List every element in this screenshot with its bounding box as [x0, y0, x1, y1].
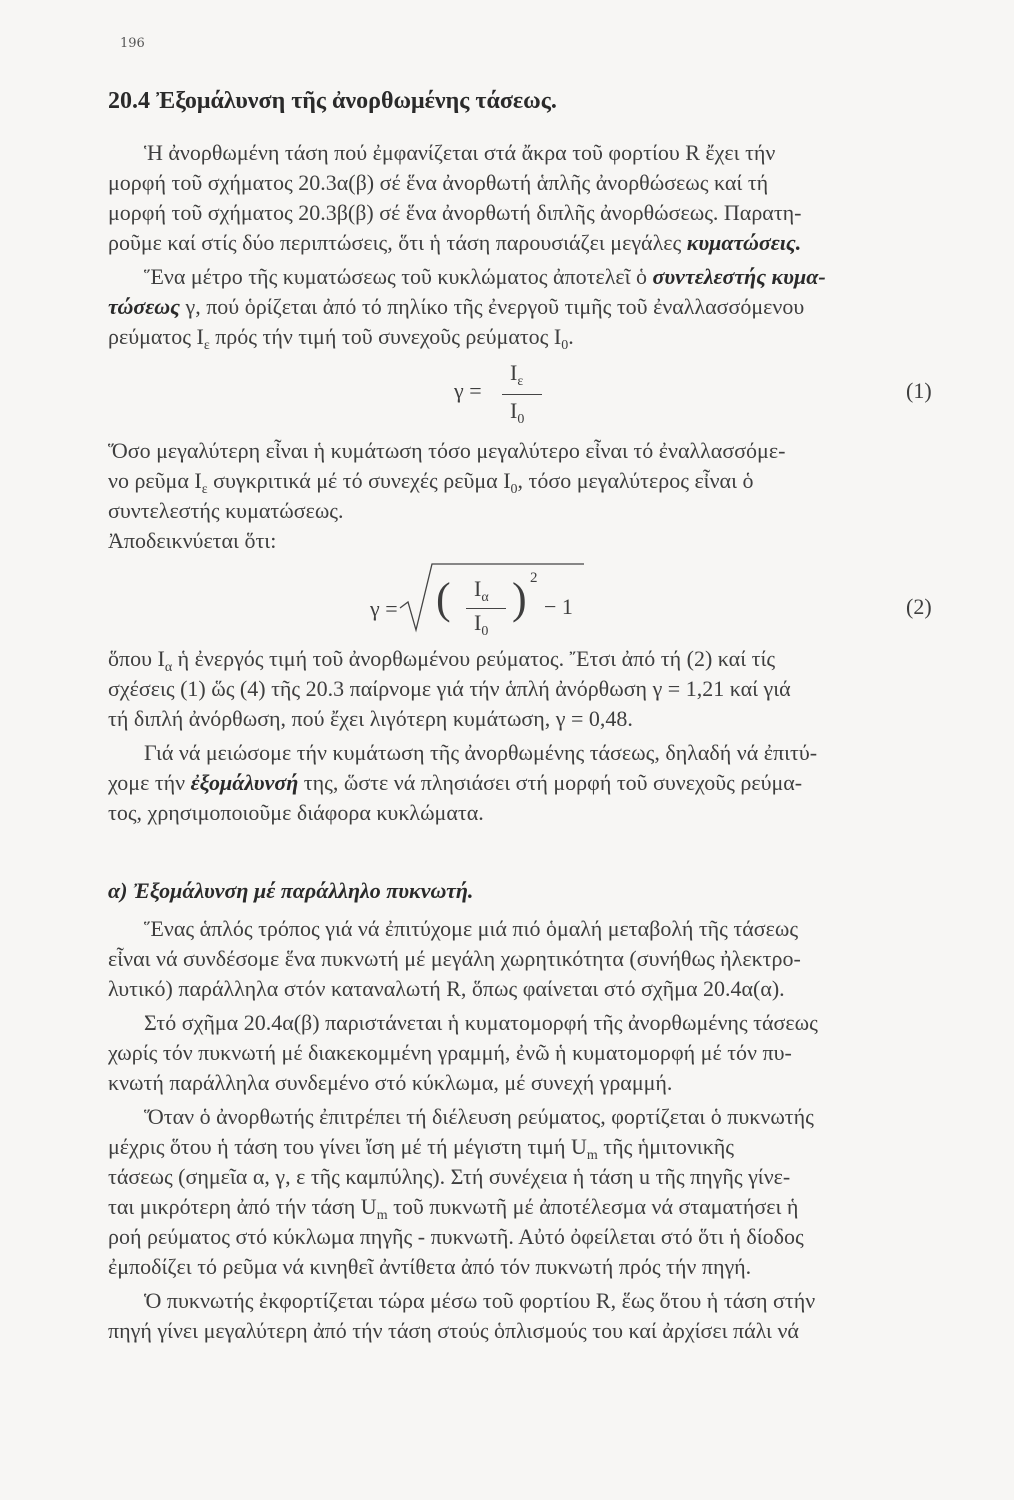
subscript: 0 — [517, 412, 525, 427]
subscript: 0 — [510, 482, 518, 497]
text-run: μέχρις ὅτου ἡ τάση του γίνει ἴση μέ τή μέγιστη τιμή U — [108, 1134, 587, 1159]
paragraph-line: μορφή τοῦ σχήματος 20.3α(β) σέ ἕνα ἀνορθωτή ἁπλῆς ἀνορθώσεως καί τή — [108, 170, 769, 195]
paragraph-line: μορφή τοῦ σχήματος 20.3β(β) σέ ἕνα ἀνορθωτή διπλῆς ἀνορθώσεως. Παρατη- — [108, 200, 802, 225]
text-run: , τόσο μεγαλύτερος εἶναι ὁ — [517, 468, 754, 493]
text-run: ται μικρότερη ἀπό τήν τάση U — [108, 1194, 377, 1219]
paragraph-line: τή διπλή ἀνόρθωση, πού ἔχει λιγότερη κυμάτωση, γ = 0,48. — [108, 706, 633, 731]
paragraph-line: Ἡ ἀνορθωμένη τάση πού ἐμφανίζεται στά ἄκρα τοῦ φορτίου R ἔχει τήν — [144, 140, 776, 165]
paragraph-line: λυτικό) παράλληλα στόν καταναλωτή R, ὅπως φαίνεται στό σχῆμα 20.4α(α). — [108, 976, 785, 1001]
paragraph-line: πηγή γίνει μεγαλύτερη ἀπό τήν τάση στούς ὁπλισμούς του καί ἀρχίσει πάλι νά — [108, 1318, 799, 1343]
equation-1-lhs: γ = — [454, 378, 482, 403]
equation-1-denominator — [510, 398, 524, 428]
paragraph-line: συντελεστής κυματώσεως. — [108, 498, 344, 523]
text-run: πρός τήν τιμή τοῦ συνεχοῦς ρεύματος I — [209, 324, 562, 349]
equation-2-denominator — [474, 610, 488, 640]
equation-2-numerator — [474, 576, 489, 606]
equation-2-lhs: γ = — [370, 596, 398, 621]
paragraph-line: εἶναι νά συνδέσομε ἕνα πυκνωτή μέ μεγάλη χωρητικότητα (συνήθως ἠλεκτρο- — [108, 946, 801, 971]
text-run: της, ὥστε νά πλησιάσει στή μορφή τοῦ συνεχοῦς ρεύμα- — [298, 770, 803, 795]
paragraph-line: τάσεως (σημεῖα α, γ, ε τῆς καμπύλης). Στή συνέχεια ἡ τάση u τῆς πηγῆς γίνε- — [108, 1164, 791, 1189]
text-run: . — [568, 324, 574, 349]
subscript: ε — [517, 374, 524, 389]
fraction-bar — [502, 394, 542, 395]
text-run: νο ρεῦμα I — [108, 468, 202, 493]
paragraph-line: τος, χρησιμοποιοῦμε διάφορα κυκλώματα. — [108, 800, 484, 825]
subscript: m — [586, 1148, 598, 1163]
paragraph-line — [108, 262, 974, 292]
paragraph-line: Ὁ πυκνωτής ἐκφορτίζεται τώρα μέσω τοῦ φορτίου R, ἕως ὅτου ἡ τάση στήν — [144, 1288, 816, 1313]
text-run: I — [474, 610, 482, 635]
left-paren: ( — [436, 574, 451, 623]
subscript: ε — [203, 338, 210, 353]
paragraph-line: ἐμποδίζει τό ρεῦμα νά κινηθεῖ ἀντίθετα ἀπό τόν πυκνωτή πρός τήν πηγή. — [108, 1254, 752, 1279]
minus-one: − 1 — [544, 594, 573, 619]
paragraph-line — [108, 768, 938, 798]
text-run: χομε τήν — [108, 770, 191, 795]
equation-1-numerator — [510, 360, 523, 390]
subscript: m — [376, 1208, 388, 1223]
equation-2-label: (2) — [906, 594, 932, 619]
text-run: ἡ ἐνεργός τιμή τοῦ ἀνορθωμένου ρεύματος. Ἔτσι ἀπό τή (2) καί τίς — [172, 646, 776, 671]
text-run: ροῦμε καί στίς δύο περιπτώσεις, ὅτι ἡ τάση παρουσιάζει μεγάλες — [108, 230, 687, 255]
subscript: α — [481, 590, 489, 605]
paragraph-line: Ὅσο μεγαλύτερη εἶναι ἡ κυμάτωση τόσο μεγαλύτερο εἶναι τό ἐναλλασσόμε- — [108, 438, 786, 463]
paragraph-line: Ἀποδεικνύεται ὅτι: — [108, 528, 277, 553]
subscript: 0 — [481, 624, 489, 639]
paragraph-line: Ὅταν ὁ ἀνορθωτής ἐπιτρέπει τή διέλευση ρεύματος, φορτίζεται ὁ πυκνωτής — [144, 1104, 814, 1129]
text-run: I — [474, 576, 482, 601]
term-emphasis: συντελεστής κυμα- — [652, 264, 826, 289]
subscript: 0 — [561, 338, 569, 353]
text-run: γ, πού ὁρίζεται ἀπό τό πηλίκο τῆς ἐνεργοῦ τιμῆς τοῦ ἐναλλασσόμενου — [179, 294, 805, 319]
text-run: ὅπου I — [108, 646, 165, 671]
equation-1-label: (1) — [906, 378, 932, 403]
text-run: I — [510, 360, 518, 385]
text-run: συγκριτικά μέ τό συνεχές ρεῦμα I — [207, 468, 511, 493]
paragraph-line: κνωτή παράλληλα συνδεμένο στό κύκλωμα, μέ συνεχή γραμμή. — [108, 1070, 673, 1095]
paragraph-line: Ἕνας ἁπλός τρόπος γιά νά ἐπιτύχομε μιά πιό ὁμαλή μεταβολή τῆς τάσεως — [144, 916, 799, 941]
term-emphasis: ἐξομάλυνσή — [190, 770, 299, 795]
term-emphasis: τώσεως — [108, 294, 180, 319]
text-run: τοῦ πυκνωτῆ μέ ἀποτέλεσμα νά σταματήσει ἡ — [387, 1194, 799, 1219]
paragraph-line: Στό σχῆμα 20.4α(β) παριστάνεται ἡ κυματομορφή τῆς ἀνορθωμένης τάσεως — [144, 1010, 818, 1035]
term-emphasis: κυματώσεις. — [686, 230, 802, 255]
text-run: ρεύματος I — [108, 324, 204, 349]
exponent: 2 — [530, 570, 538, 586]
text-run: I — [510, 398, 518, 423]
paragraph-line: Γιά νά μειώσομε τήν κυμάτωση τῆς ἀνορθωμένης τάσεως, δηλαδή νά ἐπιτύ- — [144, 740, 818, 765]
text-run: τῆς ἡμιτονικῆς — [597, 1134, 735, 1159]
subscript: α — [164, 660, 173, 675]
paragraph-line: χωρίς τόν πυκνωτή μέ διακεκομμένη γραμμή, ἐνῶ ἡ κυματομορφή μέ τόν πυ- — [108, 1040, 792, 1065]
paragraph-line: ροή ρεύματος στό κύκλωμα πηγῆς - πυκνωτῆ. Αὐτό ὀφείλεται στό ὅτι ἡ δίοδος — [108, 1224, 804, 1249]
text-run: Ἕνα μέτρο τῆς κυματώσεως τοῦ κυκλώματος ἀποτελεῖ ὁ — [144, 264, 653, 289]
subsection-heading: α) Ἐξομάλυνση μέ παράλληλο πυκνωτή. — [108, 878, 474, 903]
paragraph-line — [108, 322, 938, 361]
paragraph-line — [108, 292, 938, 322]
paragraph-line: σχέσεις (1) ὥς (4) τῆς 20.3 παίρνομε γιά τήν ἁπλή ἀνόρθωση γ = 1,21 καί γιά — [108, 676, 791, 701]
subscript: ε — [201, 482, 208, 497]
fraction-bar — [466, 608, 506, 609]
section-heading: 20.4 Ἐξομάλυνση τῆς ἀνορθωμένης τάσεως. — [108, 88, 557, 114]
paragraph-line — [108, 228, 938, 258]
page-number: 196 — [120, 36, 145, 51]
right-paren: ) — [512, 574, 527, 623]
